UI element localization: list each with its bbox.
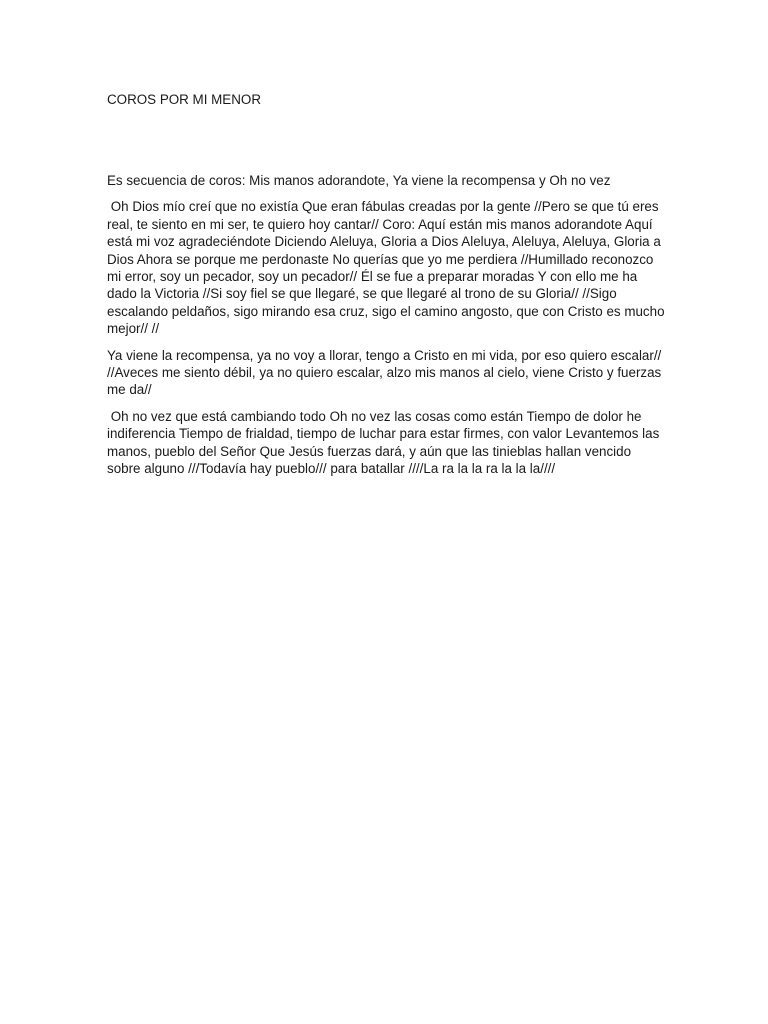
document-body [107, 172, 667, 487]
intro-paragraph: Es secuencia de coros: Mis manos adorandote, Ya viene la recompensa y Oh no vez [107, 173, 611, 188]
chorus-paragraph-1: Oh Dios mío creí que no existía Que eran fábulas creadas por la gente //Pero se que tú eres real, te siento en mi ser, te quiero hoy cantar// Coro: Aquí están mis manos adorandote Aquí está mi voz agradeciéndote Diciendo Aleluya, Gloria a Dios Aleluya, Aleluya, Aleluya, Gloria a Dios Ahora se porque me perdonaste No querías que yo me perdiera //Humillado reconozco mi error, soy un pecador, soy un pecador// Él se fue a preparar moradas Y con ello me ha dado la Victoria //Si soy fiel se que llegaré, se que llegaré al trono de su Gloria// //Sigo escalando peldaños, sigo mirando esa cruz, sigo el camino angosto, que con Cristo es mucho mejor// // [107, 199, 669, 337]
chorus-paragraph-3: Oh no vez que está cambiando todo Oh no vez las cosas como están Tiempo de dolor he indiferencia Tiempo de frialdad, tiempo de luchar para estar firmes, con valor Levantemos las manos, pueblo del Señor Que Jesús fuerzas dará, y aún que las tinieblas hallan vencido sobre alguno ///Todavía hay pueblo/// para batallar ////La ra la la ra la la la//// [107, 408, 664, 477]
document-title: COROS POR MI MENOR [107, 92, 261, 107]
chorus-paragraph-2: Ya viene la recompensa, ya no voy a llorar, tengo a Cristo en mi vida, por eso quiero escalar// //Aveces me siento débil, ya no quiero escalar, alzo mis manos al cielo, viene Cristo y fuerzas me da// [107, 347, 665, 398]
